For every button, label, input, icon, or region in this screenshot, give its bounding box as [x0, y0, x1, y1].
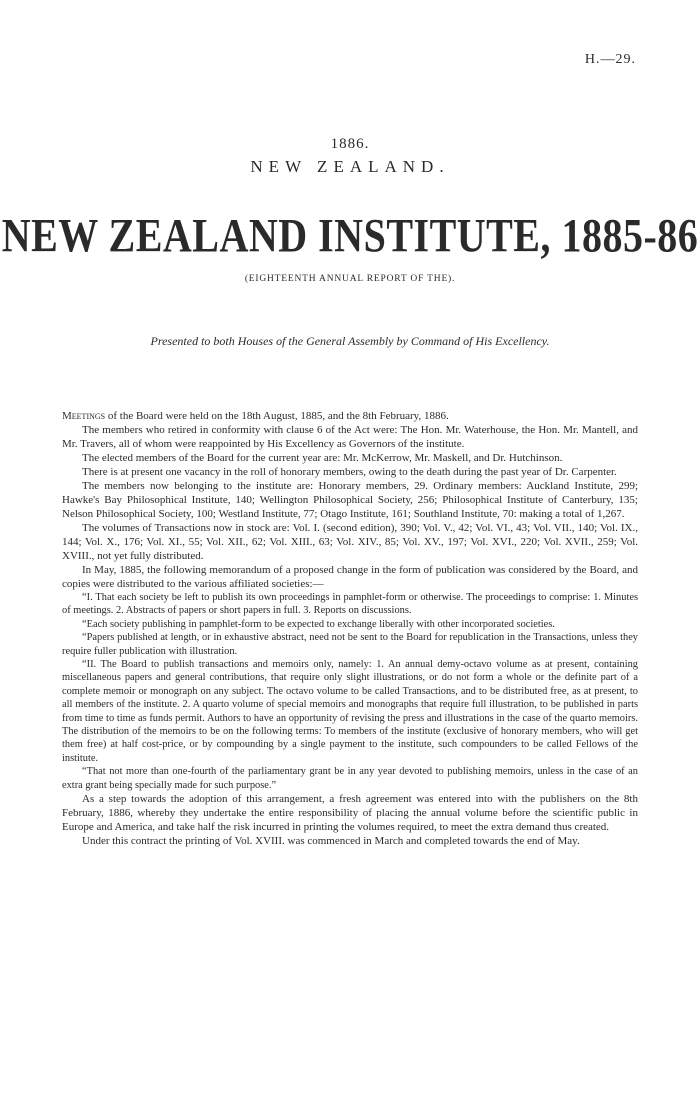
document-title: NEW ZEALAND INSTITUTE, 1885-86: [1, 208, 699, 263]
memorandum-paragraph: “II. The Board to publish transactions and memoirs only, namely: 1. An annual demy-octavo volume as at present, containing miscellaneous papers and general contributions, that require only slight illustrations, or do not form a whole or the definite part of a complete memoir or monograph on any subject. The octavo volume to be called Transactions, and to be distributed free, as at present, to all members of the institute. 2. A quarto volume of special memoirs and monographs that require full illustration, to be published in parts from time to time as funds permit. Authors to have an opportunity of revising the press and illustrations in the case of the quarto memoirs. The distribution of the memoirs to be on the following terms: To members of the institute (exclusive of honorary members, who will get them free) at half cost-price, or by compounding by a single payment to the institute, such compounders to be called Fellows of the institute.: [62, 659, 638, 764]
document-year: 1886.: [330, 136, 370, 152]
body-paragraph: The volumes of Transactions now in stock are: Vol. I. (second edition), 390; Vol. V., 42; Vol. VI., 43; Vol. VII., 140; Vol. IX., 144; Vol. X., 176; Vol. XI., 55; Vol. XII., 62; Vol. XIII., 63; Vol. XIV., 85; Vol. XV., 197; Vol. XVI., 220; Vol. XVII., 259; Vol. XVIII., not yet fully distributed.: [62, 522, 638, 562]
body-paragraph: The members now belonging to the institute are: Honorary members, 29. Ordinary members: Auckland Institute, 299; Hawke's Bay Philosophical Institute, 140; Wellington Philosophical Society, 256; Philosophical Institute of Canterbury, 135; Nelson Philosophical Society, 100; Westland Institute, 77; Otago Institute, 161; Southland Institute, 70: making a total of 1,267.: [62, 480, 638, 520]
memorandum-paragraph: “Each society publishing in pamphlet-form to be expected to exchange liberally with other incorporated societies.: [82, 618, 555, 630]
memorandum-paragraph: “That not more than one-fourth of the parliamentary grant be in any year devoted to publishing memoirs, unless in the case of an extra grant being specially made for such purpose.”: [62, 766, 638, 791]
page-reference: H.—29.: [584, 52, 636, 67]
report-body: [62, 409, 638, 848]
body-paragraph: Under this contract the printing of Vol. XVIII. was commenced in March and completed towards the end of May.: [82, 835, 580, 848]
body-paragraph: In May, 1885, the following memorandum of a proposed change in the form of publication was considered by the Board, and copies were distributed to the various affiliated societies:—: [62, 564, 638, 590]
body-paragraph: The members who retired in conformity with clause 6 of the Act were: The Hon. Mr. Waterhouse, the Hon. Mr. Mantell, and Mr. Travers, all of whom were reappointed by His Excellency as Governors of the institute.: [62, 424, 638, 450]
body-paragraph: The elected members of the Board for the current year are: Mr. McKerrow, Mr. Maskell, and Dr. Hutchinson.: [82, 452, 563, 464]
memorandum-paragraph: “Papers published at length, or in exhaustive abstract, need not be sent to the Board for republication in the Transactions, unless they require fuller publication with illustration.: [62, 632, 638, 657]
document-subtitle: (EIGHTEENTH ANNUAL REPORT OF THE).: [244, 274, 456, 284]
memorandum-paragraph: “I. That each society be left to publish its own proceedings in pamphlet-form or otherwise. The proceedings to comprise: 1. Minutes of meetings. 2. Abstracts of papers or short papers in full. 3. Reports on discussions.: [62, 592, 638, 617]
presented-statement: Presented to both Houses of the General Assembly by Command of His Excellency.: [150, 334, 550, 348]
drop-word: Meetings: [62, 410, 106, 422]
body-paragraph: As a step towards the adoption of this arrangement, a fresh agreement was entered into with the publishers on the 8th February, 1886, whereby they undertake the entire responsibility of placing the annual volume before the scientific public in Europe and America, and take half the risk incurred in printing the volumes required, to meet the extra demand thus created.: [62, 793, 638, 834]
body-paragraph: There is at present one vacancy in the roll of honorary members, owing to the death during the past year of Dr. Carpenter.: [82, 466, 617, 478]
country-heading: NEW ZEALAND.: [250, 157, 450, 176]
body-paragraph: Meetings of the Board were held on the 18th August, 1885, and the 8th February, 1886.: [62, 410, 449, 422]
